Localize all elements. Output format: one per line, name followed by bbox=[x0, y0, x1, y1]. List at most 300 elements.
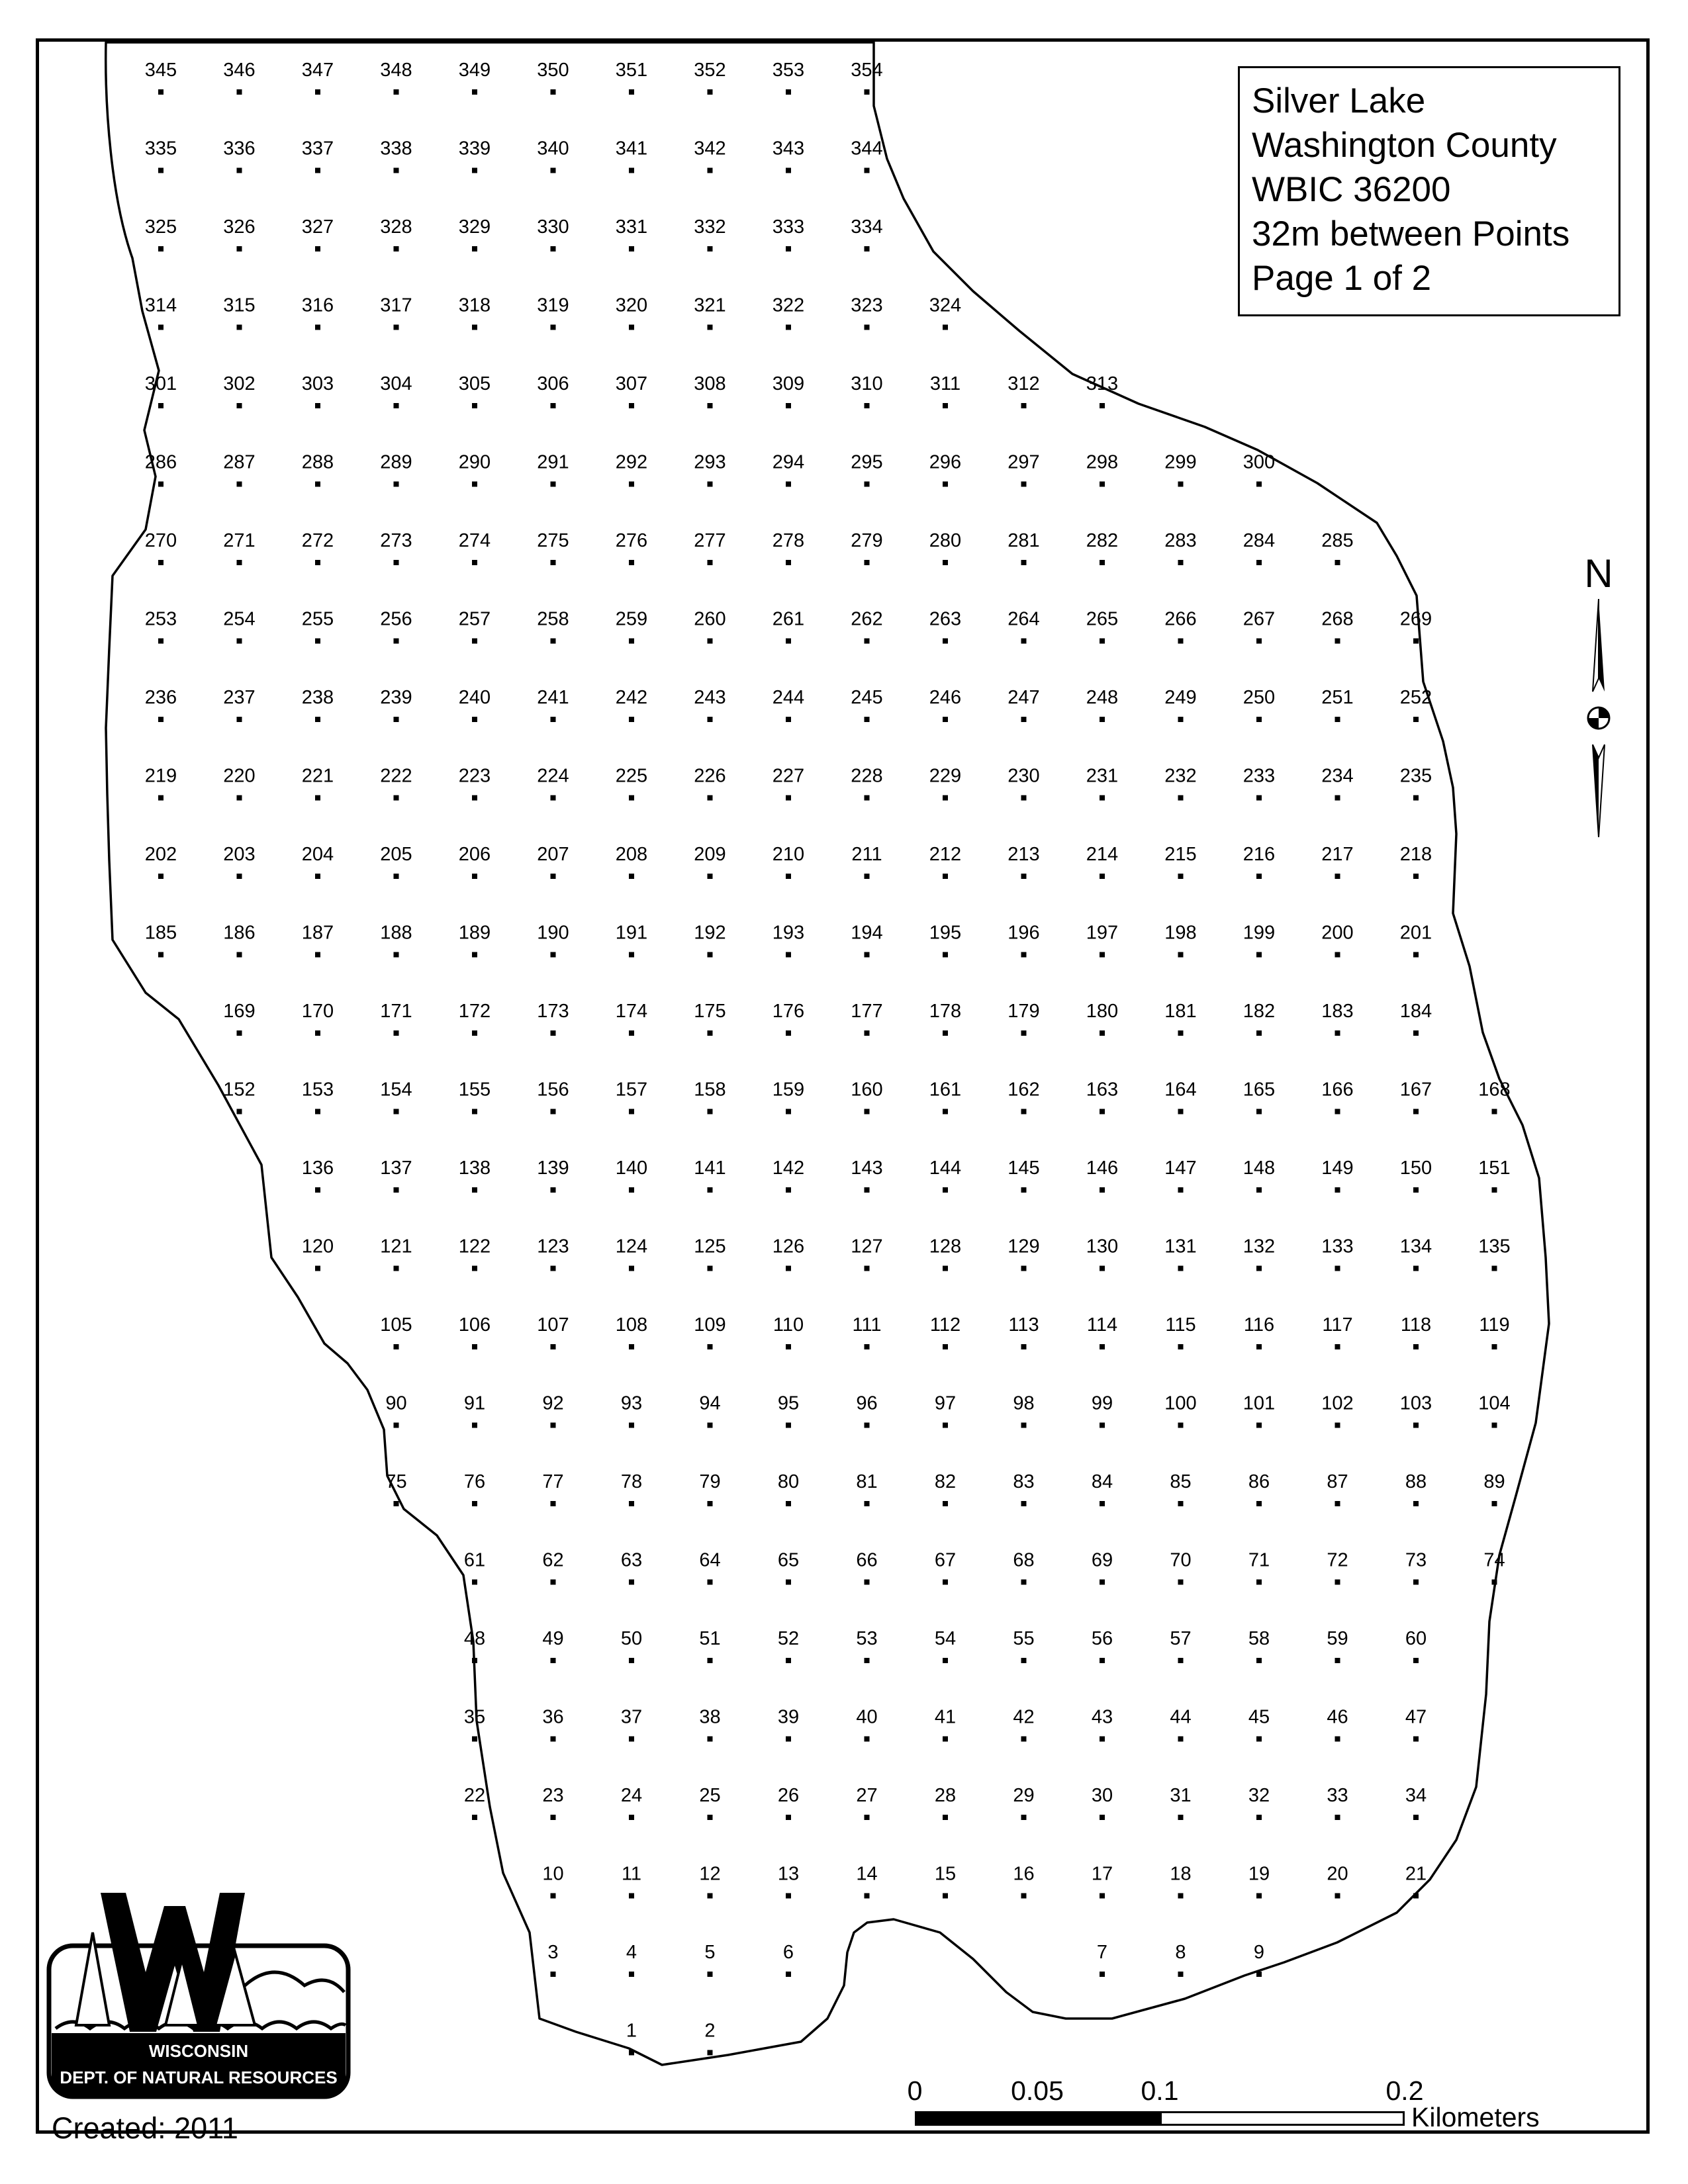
sample-point-215 bbox=[1164, 844, 1196, 879]
sample-point-225 bbox=[616, 766, 647, 801]
sample-point-253 bbox=[145, 609, 177, 644]
sample-point-label: 60 bbox=[1405, 1628, 1427, 1649]
sample-point-171 bbox=[380, 1001, 412, 1036]
sample-point-marker bbox=[1021, 1423, 1027, 1428]
sample-point-label: 110 bbox=[773, 1314, 804, 1336]
sample-point-marker bbox=[1413, 1737, 1419, 1742]
sample-point-label: 51 bbox=[699, 1628, 721, 1649]
sample-point-132 bbox=[1243, 1236, 1275, 1271]
sample-point-label: 289 bbox=[380, 451, 412, 473]
sample-point-227 bbox=[773, 766, 804, 801]
sample-point-label: 219 bbox=[144, 765, 177, 787]
sample-point-marker bbox=[158, 246, 164, 251]
sample-point-marker bbox=[629, 246, 634, 251]
sample-point-label: 313 bbox=[1086, 373, 1119, 394]
sample-point-label: 310 bbox=[851, 373, 883, 394]
sample-point-label: 85 bbox=[1170, 1471, 1192, 1492]
sample-point-label: 337 bbox=[301, 138, 334, 159]
sample-point-label: 90 bbox=[385, 1392, 407, 1414]
sample-point-marker bbox=[629, 1815, 634, 1820]
sample-point-label: 319 bbox=[537, 295, 569, 316]
sample-point-239 bbox=[380, 687, 412, 722]
sample-point-label: 80 bbox=[777, 1471, 800, 1492]
sample-point-7 bbox=[1097, 1942, 1107, 1977]
sample-point-marker bbox=[1492, 1266, 1497, 1271]
sample-point-194 bbox=[851, 923, 882, 958]
sample-point-marker bbox=[943, 1266, 948, 1271]
sample-point-11 bbox=[622, 1864, 641, 1899]
scale-tick-3: 0.2 bbox=[1385, 2075, 1424, 2106]
sample-point-label: 52 bbox=[777, 1628, 800, 1649]
sample-point-marker bbox=[1178, 1658, 1184, 1663]
sample-point-56 bbox=[1092, 1628, 1113, 1663]
sample-point-186 bbox=[223, 923, 255, 958]
sample-point-271 bbox=[223, 530, 255, 565]
sample-point-marker bbox=[472, 952, 477, 958]
sample-point-marker bbox=[943, 403, 948, 408]
sample-point-label: 336 bbox=[223, 138, 256, 159]
sample-point-marker bbox=[158, 952, 164, 958]
sample-point-55 bbox=[1013, 1628, 1034, 1663]
sample-point-label: 249 bbox=[1164, 687, 1197, 708]
sample-point-marker bbox=[315, 796, 320, 801]
sample-point-label: 225 bbox=[615, 765, 648, 787]
sample-point-26 bbox=[778, 1785, 799, 1820]
sample-point-label: 154 bbox=[380, 1079, 412, 1101]
sample-point-marker bbox=[394, 1501, 399, 1506]
sample-point-94 bbox=[699, 1393, 720, 1428]
sample-point-marker bbox=[1256, 1030, 1262, 1036]
sample-point-84 bbox=[1092, 1471, 1113, 1506]
sample-point-191 bbox=[616, 923, 647, 958]
sample-point-label: 252 bbox=[1399, 687, 1432, 708]
sample-point-20 bbox=[1327, 1864, 1348, 1899]
sample-point-label: 68 bbox=[1013, 1549, 1035, 1571]
sample-point-marker bbox=[629, 1344, 634, 1349]
sample-point-marker bbox=[865, 952, 870, 958]
sample-point-127 bbox=[851, 1236, 882, 1271]
sample-point-marker bbox=[865, 1109, 870, 1115]
sample-point-label: 132 bbox=[1243, 1236, 1276, 1257]
sample-point-342 bbox=[694, 138, 726, 173]
sample-point-marker bbox=[1021, 1893, 1027, 1899]
sample-point-184 bbox=[1400, 1001, 1432, 1036]
sample-point-331 bbox=[616, 216, 647, 251]
sample-point-marker bbox=[865, 325, 870, 330]
sample-point-label: 247 bbox=[1008, 687, 1040, 708]
sample-point-marker bbox=[629, 639, 634, 644]
sample-point-label: 70 bbox=[1170, 1549, 1192, 1571]
sample-point-138 bbox=[459, 1158, 491, 1193]
sample-point-label: 64 bbox=[699, 1549, 721, 1571]
sample-point-label: 270 bbox=[144, 530, 177, 551]
sample-point-marker bbox=[1335, 560, 1340, 565]
sample-point-label: 299 bbox=[1164, 451, 1197, 473]
sample-point-label: 111 bbox=[852, 1314, 882, 1336]
sample-point-label: 135 bbox=[1478, 1236, 1511, 1257]
sample-point-273 bbox=[380, 530, 412, 565]
sample-point-231 bbox=[1086, 766, 1118, 801]
sample-point-label: 61 bbox=[463, 1549, 486, 1571]
sample-point-label: 298 bbox=[1086, 451, 1119, 473]
sample-point-23 bbox=[542, 1785, 563, 1820]
sample-point-224 bbox=[537, 766, 569, 801]
sample-point-131 bbox=[1164, 1236, 1196, 1271]
sample-point-marker bbox=[629, 89, 634, 95]
sample-point-label: 330 bbox=[537, 216, 569, 238]
sample-point-41 bbox=[935, 1707, 956, 1742]
sample-point-label: 351 bbox=[615, 60, 648, 81]
sample-point-117 bbox=[1322, 1314, 1352, 1349]
map-title-box bbox=[1238, 66, 1620, 316]
sample-point-label: 47 bbox=[1405, 1706, 1427, 1728]
sample-point-label: 11 bbox=[621, 1863, 642, 1885]
sample-point-marker bbox=[1100, 874, 1105, 879]
sample-point-label: 15 bbox=[934, 1863, 957, 1885]
sample-point-49 bbox=[542, 1628, 563, 1663]
scale-bar bbox=[915, 2111, 1405, 2126]
sample-point-label: 46 bbox=[1327, 1706, 1348, 1728]
sample-point-label: 214 bbox=[1086, 844, 1119, 865]
sample-point-216 bbox=[1243, 844, 1275, 879]
sample-point-163 bbox=[1086, 1079, 1118, 1115]
sample-point-222 bbox=[380, 766, 412, 801]
north-label: N bbox=[1584, 551, 1613, 596]
sample-point-275 bbox=[537, 530, 569, 565]
sample-point-142 bbox=[773, 1158, 804, 1193]
sample-point-marker bbox=[394, 482, 399, 487]
sample-point-marker bbox=[786, 796, 791, 801]
sample-point-label: 296 bbox=[929, 451, 962, 473]
sample-point-marker bbox=[472, 1266, 477, 1271]
sample-point-marker bbox=[1178, 1266, 1184, 1271]
sample-point-323 bbox=[851, 295, 882, 330]
sample-point-label: 242 bbox=[615, 687, 648, 708]
sample-point-269 bbox=[1400, 609, 1432, 644]
sample-point-190 bbox=[537, 923, 569, 958]
sample-point-marker bbox=[865, 403, 870, 408]
sample-point-label: 192 bbox=[694, 922, 726, 944]
sample-point-marker bbox=[315, 639, 320, 644]
sample-point-marker bbox=[1335, 1815, 1340, 1820]
sample-point-marker bbox=[708, 1187, 713, 1193]
sample-point-marker bbox=[1100, 1972, 1105, 1977]
sample-point-label: 4 bbox=[626, 1942, 637, 1963]
sample-point-marker bbox=[1256, 1972, 1262, 1977]
sample-point-label: 87 bbox=[1327, 1471, 1348, 1492]
sample-point-label: 348 bbox=[380, 60, 412, 81]
sample-point-label: 18 bbox=[1170, 1863, 1192, 1885]
scale-tick-2: 0.1 bbox=[1141, 2075, 1179, 2106]
sample-point-marker bbox=[786, 1109, 791, 1115]
sample-point-marker bbox=[943, 874, 948, 879]
sample-point-29 bbox=[1013, 1785, 1034, 1820]
sample-point-217 bbox=[1321, 844, 1353, 879]
sample-point-330 bbox=[537, 216, 569, 251]
sample-point-marker bbox=[237, 560, 242, 565]
logo-line-1: WISCONSIN bbox=[148, 2041, 249, 2061]
sample-point-246 bbox=[929, 687, 961, 722]
sample-point-label: 160 bbox=[851, 1079, 883, 1101]
sample-point-marker bbox=[708, 1658, 713, 1663]
sample-point-label: 347 bbox=[301, 60, 334, 81]
sample-point-label: 161 bbox=[929, 1079, 962, 1101]
sample-point-marker bbox=[943, 952, 948, 958]
sample-point-label: 175 bbox=[694, 1001, 726, 1022]
title-spacing: 32m between Points bbox=[1252, 214, 1570, 253]
sample-point-label: 103 bbox=[1399, 1392, 1432, 1414]
sample-point-182 bbox=[1243, 1001, 1275, 1036]
sample-point-label: 50 bbox=[620, 1628, 643, 1649]
sample-point-marker bbox=[865, 1658, 870, 1663]
sample-point-marker bbox=[1256, 1501, 1262, 1506]
sample-point-marker bbox=[1335, 1423, 1340, 1428]
sample-point-304 bbox=[380, 373, 412, 408]
sample-point-marker bbox=[394, 874, 399, 879]
sample-point-label: 72 bbox=[1327, 1549, 1348, 1571]
sample-point-label: 294 bbox=[772, 451, 805, 473]
sample-point-marker bbox=[1413, 1344, 1419, 1349]
sample-point-label: 19 bbox=[1248, 1863, 1270, 1885]
sample-point-label: 226 bbox=[694, 765, 726, 787]
sample-point-marker bbox=[708, 482, 713, 487]
sample-point-marker bbox=[237, 403, 242, 408]
sample-point-236 bbox=[145, 687, 177, 722]
sample-point-259 bbox=[616, 609, 647, 644]
sample-point-marker bbox=[1178, 560, 1184, 565]
sample-point-marker bbox=[237, 952, 242, 958]
sample-point-marker bbox=[629, 1501, 634, 1506]
sample-point-marker bbox=[1178, 717, 1184, 722]
sample-point-label: 133 bbox=[1321, 1236, 1354, 1257]
sample-point-335 bbox=[145, 138, 177, 173]
sample-point-label: 81 bbox=[856, 1471, 878, 1492]
sample-point-marker bbox=[1100, 1893, 1105, 1899]
sample-point-label: 93 bbox=[620, 1392, 643, 1414]
sample-point-60 bbox=[1405, 1628, 1427, 1663]
sample-point-marker bbox=[237, 717, 242, 722]
sample-point-marker bbox=[1413, 1266, 1419, 1271]
sample-point-label: 350 bbox=[537, 60, 569, 81]
sample-point-marker bbox=[865, 796, 870, 801]
sample-point-350 bbox=[537, 60, 569, 95]
sample-point-label: 53 bbox=[856, 1628, 878, 1649]
sample-point-label: 172 bbox=[458, 1001, 491, 1022]
sample-point-marker bbox=[786, 952, 791, 958]
sample-point-marker bbox=[708, 874, 713, 879]
sample-point-62 bbox=[542, 1550, 563, 1585]
sample-point-label: 164 bbox=[1164, 1079, 1197, 1101]
sample-point-marker bbox=[1256, 482, 1262, 487]
sample-point-77 bbox=[542, 1471, 563, 1506]
sample-point-marker bbox=[394, 1266, 399, 1271]
sample-point-marker bbox=[1021, 639, 1027, 644]
sample-point-label: 115 bbox=[1165, 1314, 1196, 1336]
sample-point-4 bbox=[626, 1942, 637, 1977]
sample-point-266 bbox=[1164, 609, 1196, 644]
sample-point-label: 176 bbox=[772, 1001, 805, 1022]
sample-point-label: 271 bbox=[223, 530, 256, 551]
sample-point-marker bbox=[394, 952, 399, 958]
sample-point-label: 186 bbox=[223, 922, 256, 944]
sample-point-label: 95 bbox=[777, 1392, 800, 1414]
sample-point-53 bbox=[856, 1628, 877, 1663]
sample-point-marker bbox=[315, 403, 320, 408]
sample-point-198 bbox=[1164, 923, 1196, 958]
sample-point-marker bbox=[158, 482, 164, 487]
sample-point-305 bbox=[459, 373, 491, 408]
sample-point-81 bbox=[856, 1471, 877, 1506]
sample-point-label: 139 bbox=[537, 1158, 569, 1179]
sample-point-marker bbox=[1100, 1580, 1105, 1585]
sample-point-marker bbox=[472, 796, 477, 801]
sample-point-marker bbox=[1178, 1972, 1184, 1977]
sample-point-label: 267 bbox=[1243, 608, 1276, 630]
sample-point-marker bbox=[315, 325, 320, 330]
sample-point-68 bbox=[1013, 1550, 1034, 1585]
sample-point-marker bbox=[1100, 482, 1105, 487]
sample-point-marker bbox=[943, 1501, 948, 1506]
sample-point-label: 287 bbox=[223, 451, 256, 473]
sample-point-label: 128 bbox=[929, 1236, 962, 1257]
sample-point-label: 145 bbox=[1008, 1158, 1040, 1179]
sample-point-label: 334 bbox=[851, 216, 883, 238]
sample-point-93 bbox=[621, 1393, 642, 1428]
sample-point-marker bbox=[786, 1266, 791, 1271]
sample-point-248 bbox=[1086, 687, 1118, 722]
sample-point-marker bbox=[472, 403, 477, 408]
sample-point-262 bbox=[851, 609, 882, 644]
sample-point-label: 56 bbox=[1091, 1628, 1113, 1649]
sample-point-label: 39 bbox=[777, 1706, 800, 1728]
sample-point-label: 6 bbox=[782, 1942, 794, 1963]
sample-point-marker bbox=[551, 1893, 556, 1899]
sample-point-202 bbox=[145, 844, 177, 879]
sample-point-marker bbox=[786, 1972, 791, 1977]
sample-point-65 bbox=[778, 1550, 799, 1585]
sample-point-marker bbox=[865, 1266, 870, 1271]
sample-point-marker bbox=[1178, 1187, 1184, 1193]
sample-point-marker bbox=[1021, 1815, 1027, 1820]
created-date: Created: 2011 bbox=[52, 2111, 238, 2145]
sample-point-155 bbox=[459, 1079, 491, 1115]
sample-point-label: 158 bbox=[694, 1079, 726, 1101]
sample-point-270 bbox=[145, 530, 177, 565]
sample-point-marker bbox=[708, 168, 713, 173]
sample-point-marker bbox=[1413, 1030, 1419, 1036]
sample-point-325 bbox=[145, 216, 177, 251]
sample-point-261 bbox=[773, 609, 804, 644]
sample-point-162 bbox=[1008, 1079, 1039, 1115]
sample-point-marker bbox=[786, 1501, 791, 1506]
sample-point-label: 273 bbox=[380, 530, 412, 551]
sample-point-label: 256 bbox=[380, 608, 412, 630]
scale-bar-black-segment bbox=[917, 2113, 1162, 2124]
sample-point-marker bbox=[1178, 1893, 1184, 1899]
sample-point-24 bbox=[621, 1785, 642, 1820]
sample-point-label: 1 bbox=[626, 2020, 637, 2042]
sample-point-marker bbox=[708, 325, 713, 330]
sample-point-238 bbox=[302, 687, 334, 722]
sample-point-marker bbox=[1100, 639, 1105, 644]
sample-point-114 bbox=[1087, 1314, 1117, 1349]
sample-point-marker bbox=[943, 1187, 948, 1193]
sample-point-label: 127 bbox=[851, 1236, 883, 1257]
sample-point-marker bbox=[786, 325, 791, 330]
sample-point-marker bbox=[1413, 1109, 1419, 1115]
sample-point-label: 217 bbox=[1321, 844, 1354, 865]
sample-point-marker bbox=[315, 952, 320, 958]
sample-point-marker bbox=[237, 246, 242, 251]
sample-point-marker bbox=[786, 1580, 791, 1585]
sample-point-59 bbox=[1327, 1628, 1348, 1663]
sample-point-label: 354 bbox=[851, 60, 883, 81]
sample-point-label: 284 bbox=[1243, 530, 1276, 551]
sample-point-marker bbox=[551, 1501, 556, 1506]
sample-point-label: 48 bbox=[463, 1628, 486, 1649]
sample-point-marker bbox=[1256, 1815, 1262, 1820]
sample-point-170 bbox=[302, 1001, 334, 1036]
sample-point-marker bbox=[1492, 1501, 1497, 1506]
sample-point-295 bbox=[851, 452, 882, 487]
sample-point-marker bbox=[786, 1344, 791, 1349]
sample-point-marker bbox=[237, 796, 242, 801]
sample-point-marker bbox=[629, 1893, 634, 1899]
logo-line-2: DEPT. OF NATURAL RESOURCES bbox=[60, 2068, 338, 2087]
sample-point-marker bbox=[472, 1109, 477, 1115]
sample-point-label: 183 bbox=[1321, 1001, 1354, 1022]
sample-point-marker bbox=[472, 1187, 477, 1193]
sample-point-marker bbox=[551, 89, 556, 95]
sample-point-label: 124 bbox=[615, 1236, 648, 1257]
sample-point-label: 317 bbox=[380, 295, 412, 316]
sample-point-214 bbox=[1086, 844, 1118, 879]
sample-point-label: 220 bbox=[223, 765, 256, 787]
sample-point-marker bbox=[1100, 1109, 1105, 1115]
sample-point-marker bbox=[394, 560, 399, 565]
sample-point-marker bbox=[1021, 482, 1027, 487]
sample-point-label: 167 bbox=[1399, 1079, 1432, 1101]
sample-point-label: 174 bbox=[615, 1001, 648, 1022]
sample-point-marker bbox=[472, 1344, 477, 1349]
sample-point-176 bbox=[773, 1001, 804, 1036]
sample-point-265 bbox=[1086, 609, 1118, 644]
sample-point-marker bbox=[629, 1423, 634, 1428]
sample-point-34 bbox=[1405, 1785, 1427, 1820]
sample-point-label: 17 bbox=[1091, 1863, 1113, 1885]
sample-point-marker bbox=[629, 874, 634, 879]
sample-point-252 bbox=[1400, 687, 1432, 722]
sample-point-label: 222 bbox=[380, 765, 412, 787]
sample-point-label: 258 bbox=[537, 608, 569, 630]
sample-point-6 bbox=[783, 1942, 794, 1977]
sample-point-marker bbox=[472, 1580, 477, 1585]
sample-point-label: 275 bbox=[537, 530, 569, 551]
sample-point-label: 315 bbox=[223, 295, 256, 316]
sample-point-marker bbox=[786, 1893, 791, 1899]
sample-point-145 bbox=[1008, 1158, 1039, 1193]
sample-point-label: 202 bbox=[144, 844, 177, 865]
sample-point-label: 232 bbox=[1164, 765, 1197, 787]
sample-point-349 bbox=[459, 60, 491, 95]
sample-point-label: 94 bbox=[699, 1392, 721, 1414]
sample-point-marker bbox=[394, 1109, 399, 1115]
sample-point-label: 59 bbox=[1327, 1628, 1348, 1649]
sample-point-235 bbox=[1400, 766, 1432, 801]
sample-point-marker bbox=[1256, 639, 1262, 644]
sample-point-marker bbox=[1413, 639, 1419, 644]
sample-point-marker bbox=[551, 246, 556, 251]
